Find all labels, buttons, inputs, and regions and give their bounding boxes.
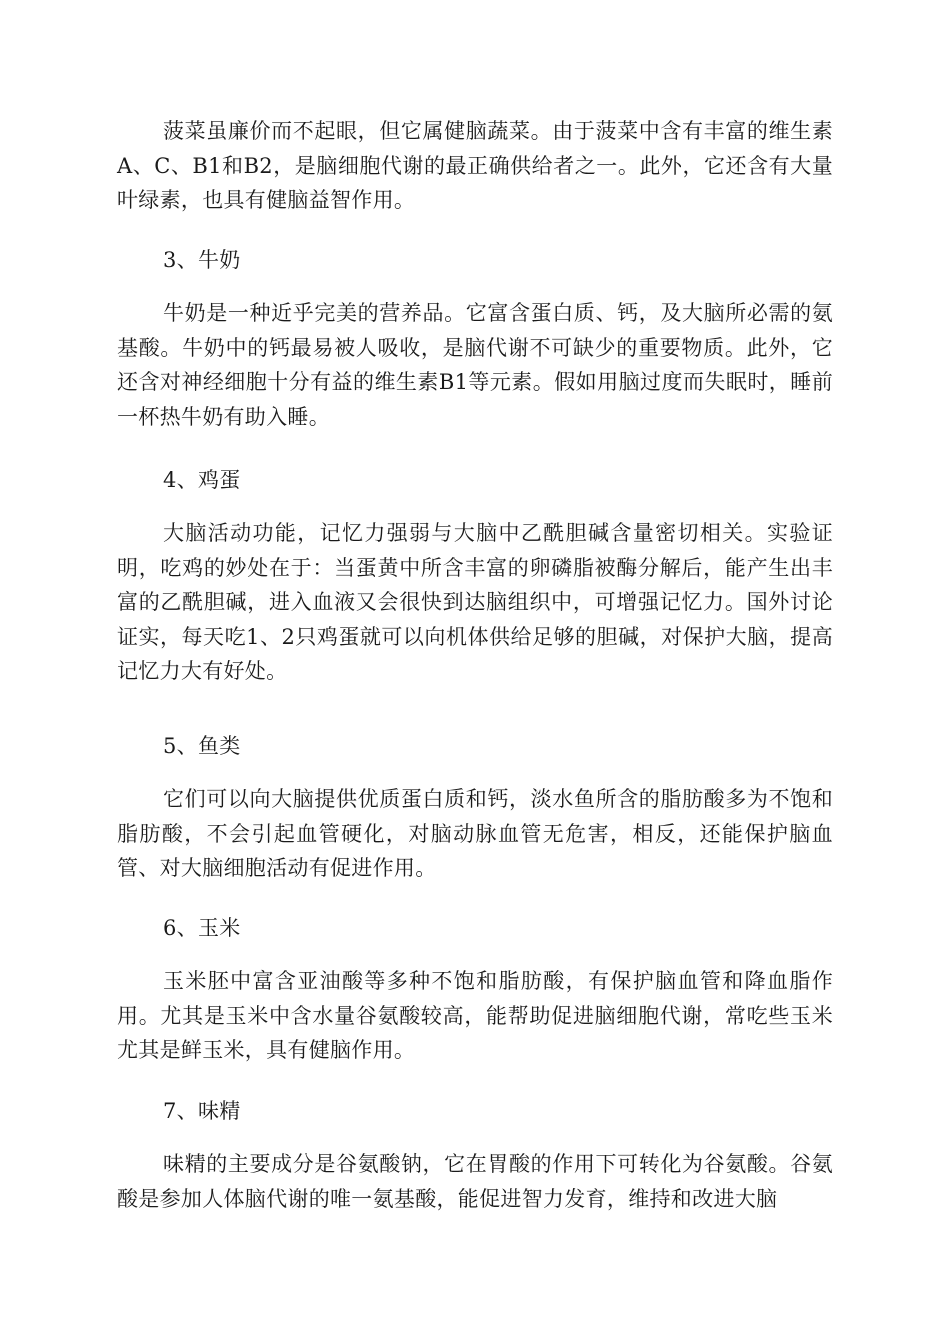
paragraph-spinach: 菠菜虽廉价而不起眼，但它属健脑蔬菜。由于菠菜中含有丰富的维生素A、C、B1和B2，是脑细胞代谢的最正确供给者之一。此外，它还含有大量叶绿素，也具有健脑益智作用。 [117, 119, 833, 212]
paragraph-corn: 玉米胚中富含亚油酸等多种不饱和脂肪酸，有保护脑血管和降血脂作用。尤其是玉米中含水量谷氨酸较高，能帮助促进脑细胞代谢，常吃些玉米尤其是鲜玉米，具有健脑作用。 [117, 969, 833, 1062]
heading-milk: 3、牛奶 [163, 248, 241, 272]
paragraph-msg: 味精的主要成分是谷氨酸钠，它在胃酸的作用下可转化为谷氨酸。谷氨酸是参加人体脑代谢的唯一氨基酸，能促进智力发育，维持和改进大脑 [117, 1152, 833, 1211]
paragraph-egg: 大脑活动功能，记忆力强弱与大脑中乙酰胆碱含量密切相关。实验证明，吃鸡的妙处在于：当蛋黄中所含丰富的卵磷脂被酶分解后，能产生出丰富的乙酰胆碱，进入血液又会很快到达脑组织中，可增强记忆力。国外讨论证实，每天吃1、2只鸡蛋就可以向机体供给足够的胆碱，对保护大脑，提高记忆力大有好处。 [117, 521, 833, 683]
heading-msg: 7、味精 [163, 1099, 241, 1123]
paragraph-milk: 牛奶是一种近乎完美的营养品。它富含蛋白质、钙，及大脑所必需的氨基酸。牛奶中的钙最易被人吸收，是脑代谢不可缺少的重要物质。此外，它还含对神经细胞十分有益的维生素B1等元素。假如用脑过度而失眠时，睡前一杯热牛奶有助入睡。 [117, 301, 833, 429]
heading-corn: 6、玉米 [163, 916, 241, 940]
heading-fish: 5、鱼类 [163, 734, 241, 758]
paragraph-fish: 它们可以向大脑提供优质蛋白质和钙，淡水鱼所含的脂肪酸多为不饱和脂肪酸，不会引起血管硬化，对脑动脉血管无危害，相反，还能保护脑血管、对大脑细胞活动有促进作用。 [117, 787, 833, 880]
heading-egg: 4、鸡蛋 [163, 468, 241, 492]
